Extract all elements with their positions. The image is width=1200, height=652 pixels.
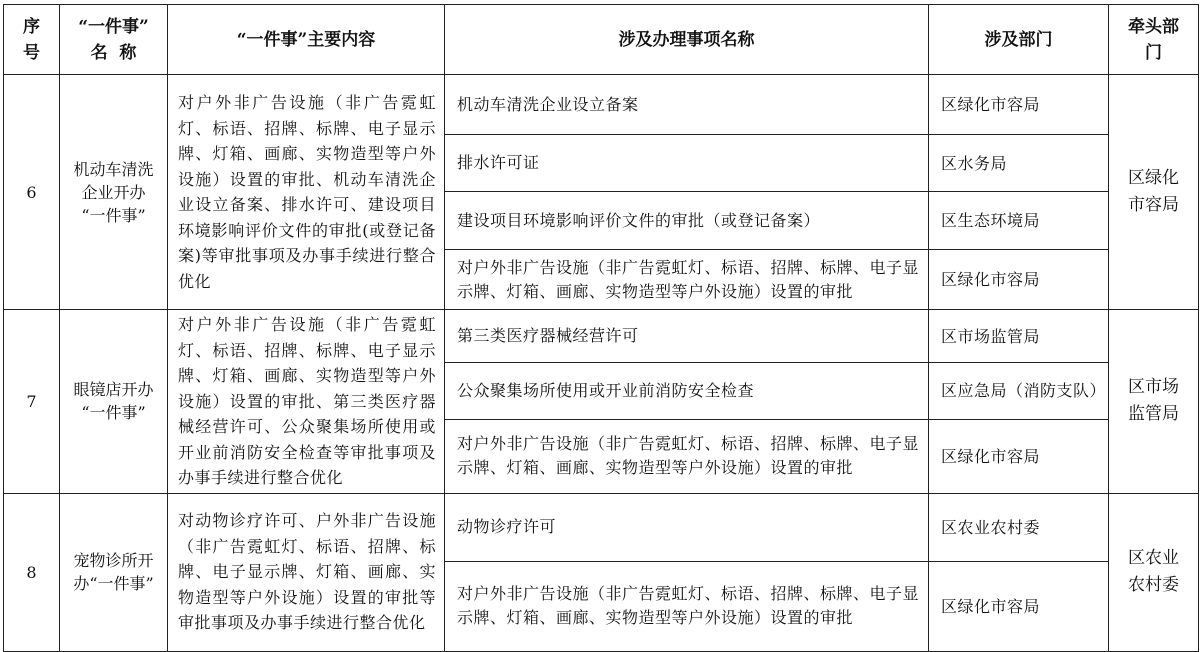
item-dept: 区绿化市容局 [929,75,1109,135]
row-number: 6 [4,75,60,310]
item-dept: 区绿化市容局 [929,250,1109,310]
item-dept: 区市场监管局 [929,310,1109,363]
matter-content: 对户外非广告设施（非广告霓虹灯、标语、招牌、标牌、电子显示牌、灯箱、画廊、实物造型等户外设施）设置的审批、第三类医疗器械经营许可、公众聚集场所使用或开业前消防安全检查等审批事项及办事手续进行整合优化 [168,310,445,494]
header-content: “一件事”主要内容 [168,5,445,75]
matter-name: 宠物诊所开 办“一件事” [60,493,168,651]
header-dept: 涉及部门 [929,5,1109,75]
matter-name: 眼镜店开办 “一件事” [60,310,168,494]
header-items: 涉及办理事项名称 [445,5,929,75]
item-name: 对户外非广告设施（非广告霓虹灯、标语、招牌、标牌、电子显示牌、灯箱、画廊、实物造型等户外设施）设置的审批 [445,250,929,310]
item-name: 对户外非广告设施（非广告霓虹灯、标语、招牌、标牌、电子显示牌、灯箱、画廊、实物造型等户外设施）设置的审批 [445,419,929,493]
item-dept: 区绿化市容局 [929,561,1109,651]
item-name: 第三类医疗器械经营许可 [445,310,929,363]
table-row [4,75,1199,135]
header-lead: 牵头部 门 [1109,5,1199,75]
item-name: 排水许可证 [445,135,929,192]
item-name: 机动车清洗企业设立备案 [445,75,929,135]
item-dept: 区应急局（消防支队） [929,363,1109,419]
matter-name: 机动车清洗 企业开办 “一件事” [60,75,168,310]
item-name: 动物诊疗许可 [445,493,929,561]
table-row [4,310,1199,363]
header-seq: 序 号 [4,5,60,75]
lead-dept: 区农业 农村委 [1109,493,1199,651]
header-row [4,5,1199,75]
item-dept: 区农业农村委 [929,493,1109,561]
table-row [4,493,1199,561]
row-number: 7 [4,310,60,494]
item-name: 建设项目环境影响评价文件的审批（或登记备案） [445,192,929,250]
matter-content: 对动物诊疗许可、户外非广告设施（非广告霓虹灯、标语、招牌、标牌、电子显示牌、灯箱、画廊、实物造型等户外设施）设置的审批等审批事项及办事手续进行整合优化 [168,493,445,651]
lead-dept: 区绿化 市容局 [1109,75,1199,310]
item-dept: 区绿化市容局 [929,419,1109,493]
item-name: 公众聚集场所使用或开业前消防安全检查 [445,363,929,419]
matters-table [3,4,1199,652]
item-dept: 区生态环境局 [929,192,1109,250]
row-number: 8 [4,493,60,651]
matter-content: 对户外非广告设施（非广告霓虹灯、标语、招牌、标牌、电子显示牌、灯箱、画廊、实物造型等户外设施）设置的审批、机动车清洗企业设立备案、排水许可、建设项目环境影响评价文件的审批(或登记备案)等审批事项及办事手续进行整合优化 [168,75,445,310]
lead-dept: 区市场 监管局 [1109,310,1199,494]
item-name: 对户外非广告设施（非广告霓虹灯、标语、招牌、标牌、电子显示牌、灯箱、画廊、实物造型等户外设施）设置的审批 [445,561,929,651]
header-name: “一件事” 名 称 [60,5,168,75]
item-dept: 区水务局 [929,135,1109,192]
